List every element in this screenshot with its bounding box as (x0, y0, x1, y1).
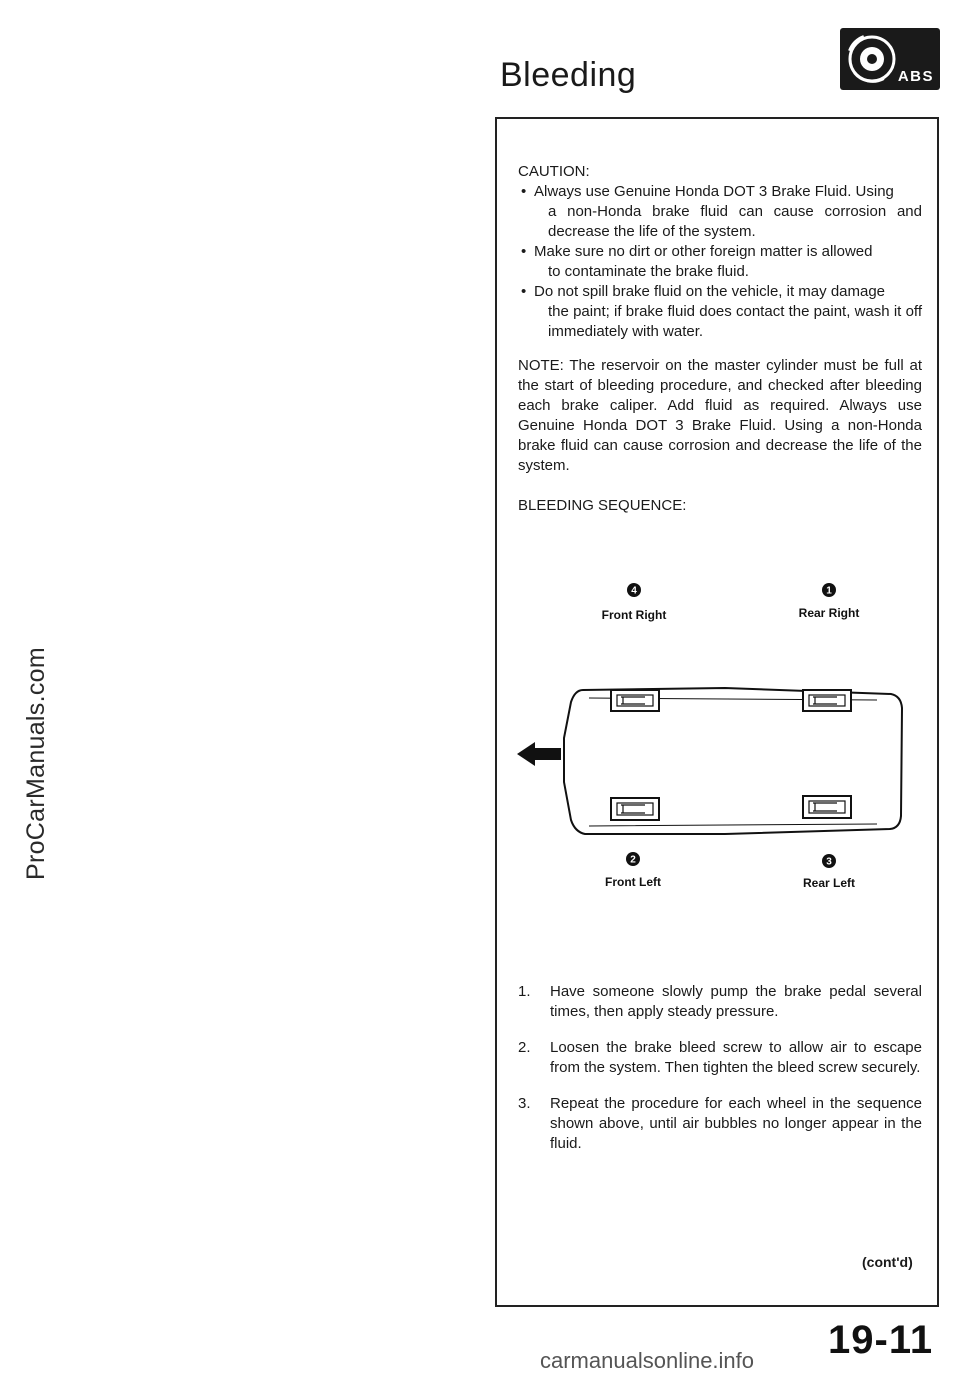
bleeding-sequence-label: BLEEDING SEQUENCE: (518, 497, 687, 514)
wheel-number: 1 (826, 585, 832, 597)
wheel-number: 3 (826, 856, 832, 868)
bleeding-sequence-diagram (505, 570, 925, 900)
wheel-number: 4 (631, 585, 637, 597)
caution-item-line: Do not spill brake fluid on the vehicle, it may damage (534, 283, 886, 300)
caution-item (518, 182, 922, 242)
wheel-rear-right (803, 690, 851, 711)
front-direction-arrow-icon (517, 742, 561, 766)
wheel-front-left (611, 798, 659, 820)
caution-item-cont: the paint; if brake fluid does contact the paint, wash it off immediately with water. (548, 303, 922, 340)
abs-logo (840, 28, 940, 90)
abs-label: ABS (897, 68, 934, 85)
step-number: 3. (518, 1095, 531, 1112)
step-number: 2. (518, 1039, 531, 1056)
procedure-step (518, 1038, 922, 1078)
wheel-label-rear-right: Rear Right (798, 606, 860, 620)
wheel-label-front-right: Front Right (601, 608, 667, 622)
caution-item (518, 242, 922, 282)
wheel-label-rear-left: Rear Left (802, 876, 856, 890)
bottom-watermark: carmanualsonline.info (540, 1348, 755, 1373)
brake-disc-icon (844, 29, 904, 89)
step-text: Repeat the procedure for each wheel in the sequence shown above, until air bubbles no longer appear in the fluid. (550, 1095, 922, 1152)
caution-section (518, 162, 922, 342)
caution-heading: CAUTION: (518, 163, 590, 180)
procedure-step (518, 1094, 922, 1154)
wheel-label-front-left: Front Left (605, 875, 661, 889)
caution-item (518, 282, 922, 342)
caution-item-cont: a non-Honda brake fluid can cause corrosion and decrease the life of the system. (548, 203, 922, 240)
step-number: 1. (518, 983, 531, 1000)
procedure-step (518, 982, 922, 1022)
caution-item-line: Always use Genuine Honda DOT 3 Brake Fluid. Using (534, 183, 894, 200)
page-title: Bleeding (500, 56, 637, 94)
side-watermark: ProCarManuals.com (22, 647, 50, 880)
step-text: Loosen the brake bleed screw to allow air to escape from the system. Then tighten the bleed screw securely. (550, 1039, 922, 1076)
continued-label: (cont'd) (862, 1254, 913, 1270)
page-number: 19-11 (828, 1318, 934, 1362)
procedure-steps (518, 982, 922, 1170)
wheel-front-right (611, 690, 659, 711)
caution-item-line: Make sure no dirt or other foreign matter is allowed (534, 243, 873, 260)
caution-item-cont: to contaminate the brake fluid. (548, 263, 749, 280)
wheel-number: 2 (630, 854, 636, 866)
step-text: Have someone slowly pump the brake pedal several times, then apply steady pressure. (550, 983, 922, 1020)
wheel-rear-left (803, 796, 851, 818)
note-paragraph: NOTE: The reservoir on the master cylinder must be full at the start of bleeding procedure, and checked after bleeding each brake caliper. Add fluid as required. Always use Genuine Honda DOT 3 Brake Fluid. Using a non-Honda brake fluid can cause corrosion and decrease the life of the system. (518, 357, 922, 474)
